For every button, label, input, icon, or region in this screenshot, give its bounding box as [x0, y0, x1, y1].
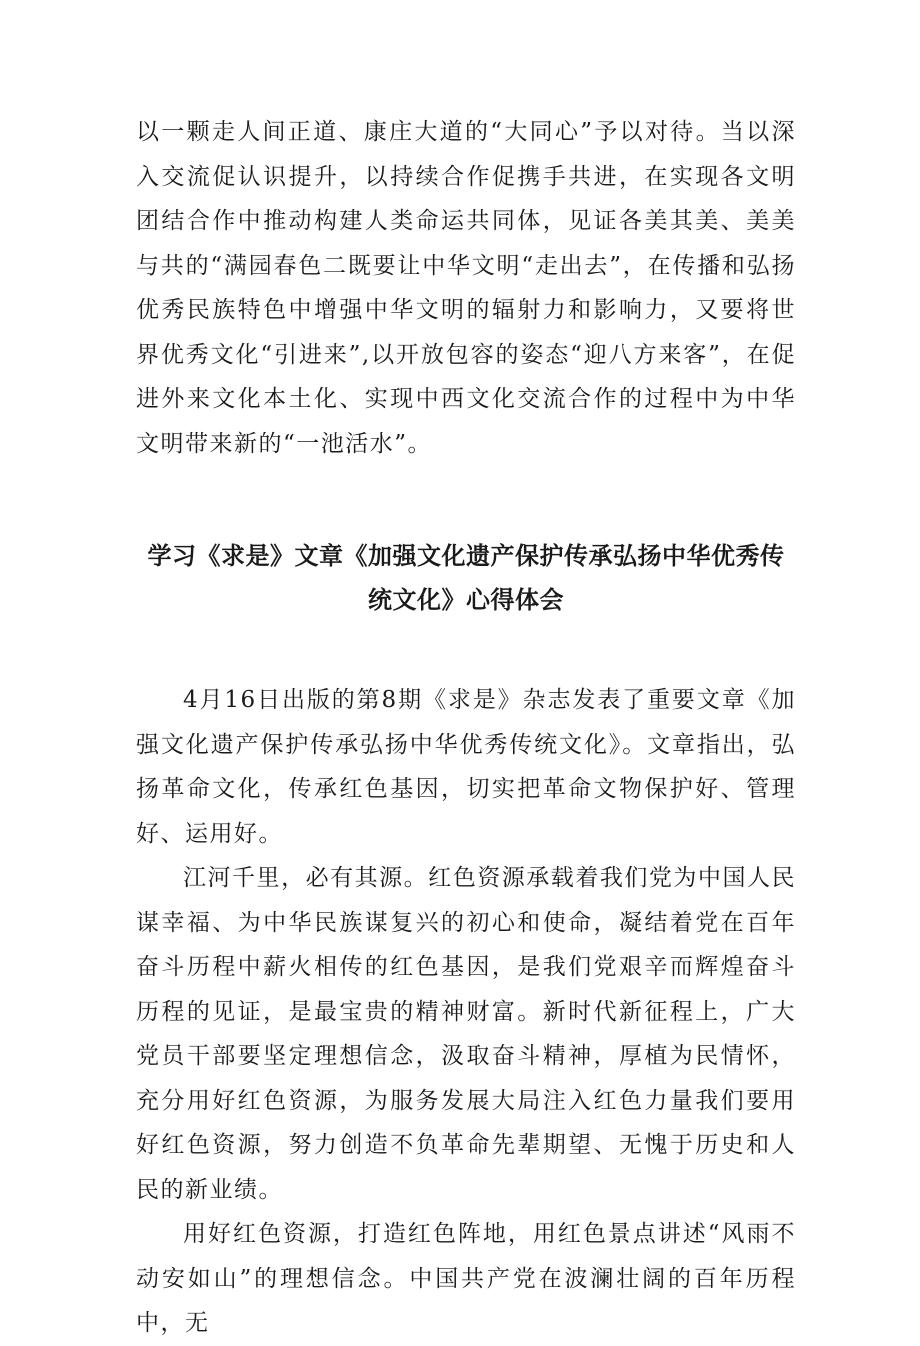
article-title [136, 534, 796, 622]
paragraph-body: 江河千里，必有其源。红色资源承载着我们党为中国人民谋幸福、为中华民族谋复兴的初心和使命，凝结着党在百年奋斗历程中薪火相传的红色基因，是我们党艰辛而辉煌奋斗历程的见证，是最宝贵的精神财富。新时代新征程上，广大党员干部要坚定理想信念，汲取奋斗精神，厚植为民情怀，充分用好红色资源，为服务发展大局注入红色力量我们要用好红色资源，努力创造不负革命先辈期望、无愧于历史和人民的新业绩。 [136, 865, 796, 1203]
paragraph-body: 用好红色资源，打造红色阵地，用红色景点讲述“风雨不动安如山”的理想信念。中国共产党在波澜壮阔的百年历程中，无 [136, 1221, 796, 1336]
paragraph-continued: 以一颗走人间正道、康庄大道的“大同心”予以对待。当以深入交流促认识提升，以持续合作促携手共进，在实现各文明团结合作中推动构建人类命运共同体，见证各美其美、美美与共的“满园春色二既要让中华文明“走出去”，在传播和弘扬优秀民族特色中增强中华文明的辐射力和影响力，又要将世界优秀文化“引进来”,以开放包容的姿态“迎八方来客”，在促进外来文化本土化、实现中西文化交流合作的过程中为中华文明带来新的“一池活水”。 [136, 119, 796, 457]
section-gap [136, 466, 796, 534]
document-body [136, 110, 796, 1346]
section-gap [136, 622, 796, 678]
article-title-line-2: 统文化》心得体会 [368, 586, 564, 614]
paragraph-intro: 4月16日出版的第8期《求是》杂志发表了重要文章《加强文化遗产保护传承弘扬中华优秀传统文化》。文章指出，弘扬革命文化，传承红色基因，切实把革命文物保护好、管理好、运用好。 [136, 687, 796, 847]
article-title-line-1: 学习《求是》文章《加强文化遗产保护传承弘扬中华优秀传 [147, 542, 785, 570]
